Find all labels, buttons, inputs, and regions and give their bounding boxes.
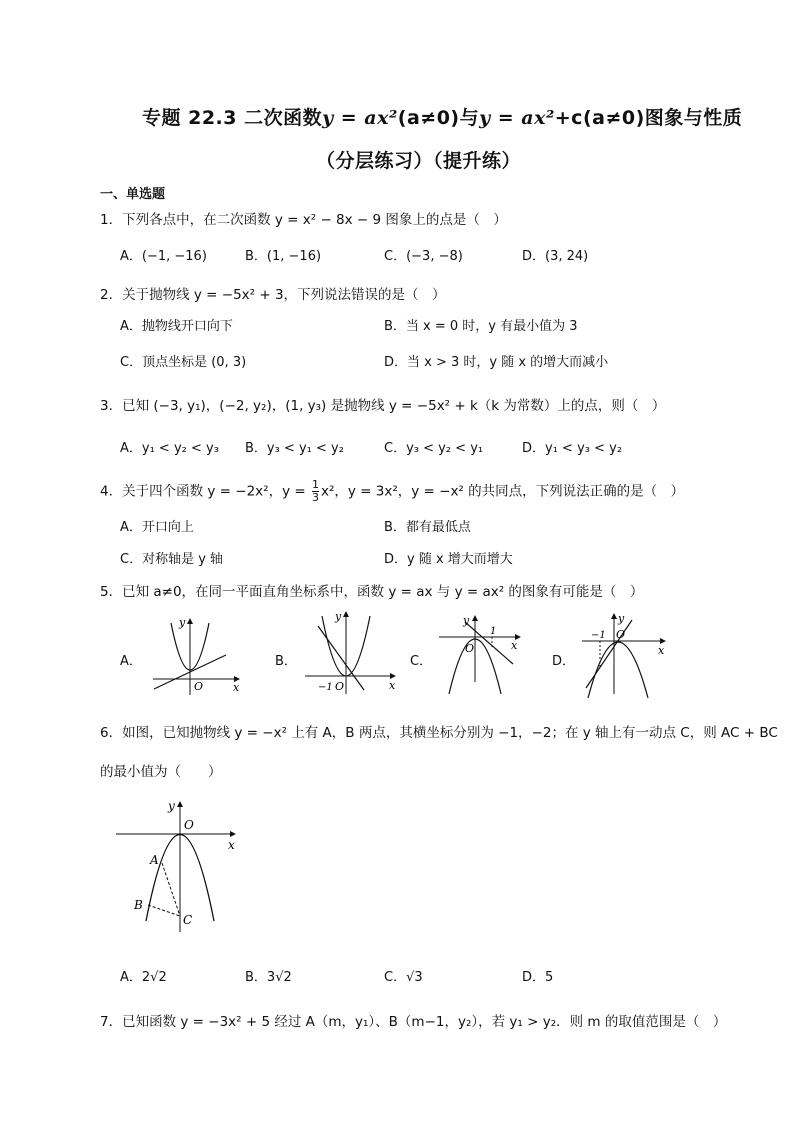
label-x: x xyxy=(389,679,396,692)
label-o: O xyxy=(194,680,204,693)
q4-option-a[interactable]: A．开口向上 xyxy=(120,520,194,535)
question-1: 1．下列各点中，在二次函数 y = x² − 8x − 9 图象上的点是（ ） xyxy=(100,212,507,228)
q2-option-a[interactable]: A．抛物线开口向下 xyxy=(120,319,233,334)
q5-graph-a xyxy=(148,615,243,697)
q6-option-c[interactable]: C．√3 xyxy=(384,970,423,985)
label-x: x xyxy=(511,639,518,652)
label-y: y xyxy=(179,616,186,629)
q2-option-b[interactable]: B．当 x = 0 时，y 有最小值为 3 xyxy=(384,319,578,334)
q6-option-a[interactable]: A．2√2 xyxy=(120,970,167,985)
label-o: O xyxy=(465,642,475,655)
q3-option-d[interactable]: D．y₁ < y₃ < y₂ xyxy=(522,441,623,456)
q3-option-a[interactable]: A．y₁ < y₂ < y₃ xyxy=(120,441,219,456)
q1-option-d[interactable]: D．(3, 24) xyxy=(522,249,589,264)
label-b: B xyxy=(134,898,143,912)
label-x: x xyxy=(658,644,665,657)
q3-option-b[interactable]: B．y₃ < y₁ < y₂ xyxy=(245,441,344,456)
label-o: O xyxy=(184,818,194,832)
label-x: x xyxy=(233,681,240,694)
question-6-line2: 的最小值为（ ） xyxy=(100,764,222,780)
page-subtitle: （分层练习）（提升练） xyxy=(316,150,522,172)
y-axis-arrow xyxy=(472,615,478,621)
q1-option-a[interactable]: A．(−1, −16) xyxy=(120,249,207,264)
y-axis-arrow xyxy=(343,611,349,617)
label-neg1: −1 xyxy=(591,630,606,641)
q5-option-c[interactable]: C． xyxy=(410,654,433,669)
q1-option-c[interactable]: C．(−3, −8) xyxy=(384,249,463,264)
page-title: 专题 22.3 二次函数y = ax²(a≠0)与y = ax²+c(a≠0)图象与性质 xyxy=(142,107,743,129)
q4-option-c[interactable]: C．对称轴是 y 轴 xyxy=(120,552,224,567)
q4-option-d[interactable]: D．y 随 x 增大而增大 xyxy=(384,552,513,567)
question-5: 5．已知 a≠0，在同一平面直角坐标系中，函数 y = ax 与 y = ax² 的图象有可能是（ ） xyxy=(100,584,644,600)
label-a: A xyxy=(150,853,159,867)
q2-option-c[interactable]: C．顶点坐标是 (0, 3) xyxy=(120,355,247,370)
label-o: O xyxy=(335,680,345,693)
fraction-numerator: 1 xyxy=(311,478,319,491)
q3-option-c[interactable]: C．y₃ < y₂ < y₁ xyxy=(384,441,484,456)
question-6-line1: 6．如图，已知抛物线 y = −x² 上有 A，B 两点，其横坐标分别为 −1，−2；在 y 轴上有一动点 C，则 AC + BC xyxy=(100,725,778,741)
label-neg1: −1 xyxy=(318,682,333,693)
label-x: x xyxy=(228,838,235,852)
q5-graph-d xyxy=(578,610,678,700)
label-y: y xyxy=(335,610,342,623)
q6-figure xyxy=(112,796,252,936)
q5-option-a[interactable]: A． xyxy=(120,654,142,669)
question-3: 3．已知 (−3, y₁)，(−2, y₂)，(1, y₃) 是抛物线 y = −5x² + k（k 为常数）上的点，则（ ） xyxy=(100,398,666,414)
label-c: C xyxy=(183,913,193,927)
q4-option-b[interactable]: B．都有最低点 xyxy=(384,520,471,535)
q1-option-b[interactable]: B．(1, −16) xyxy=(245,249,322,264)
q5-graph-c xyxy=(435,612,535,700)
y-axis-arrow xyxy=(611,613,617,619)
q2-option-d[interactable]: D．当 x > 3 时，y 随 x 的增大而减小 xyxy=(384,355,609,370)
section-heading: 一、单选题 xyxy=(100,187,166,202)
q6-option-b[interactable]: B．3√2 xyxy=(245,970,292,985)
q5-option-d[interactable]: D． xyxy=(552,654,576,669)
x-axis-arrow xyxy=(230,831,236,837)
label-o: O xyxy=(616,628,626,641)
question-7: 7．已知函数 y = −3x² + 5 经过 A（m，y₁）、B（m−1，y₂），若 y₁ > y₂．则 m 的取值范围是（ ） xyxy=(100,1014,727,1030)
label-y: y xyxy=(168,799,175,813)
parabola xyxy=(588,642,648,698)
q5-graph-b xyxy=(300,608,400,698)
question-2: 2．关于抛物线 y = −5x² + 3，下列说法错误的是（ ） xyxy=(100,287,446,303)
label-one: 1 xyxy=(490,626,497,637)
q5-option-b[interactable]: B． xyxy=(275,654,297,669)
y-axis-arrow xyxy=(187,618,193,624)
y-axis-arrow xyxy=(177,801,183,807)
fraction-denominator: 3 xyxy=(311,491,319,504)
segment-bc xyxy=(148,905,180,916)
question-4: 4．关于四个函数 y = −2x²，y = $\frac{1}{3}$ x²，y = 3x²，y = −x² 的共同点，下列说法正确的是（ ） xyxy=(100,478,685,504)
segment-ac xyxy=(162,863,180,916)
q6-option-d[interactable]: D．5 xyxy=(522,970,554,985)
label-y: y xyxy=(618,612,625,625)
label-y: y xyxy=(463,614,470,627)
